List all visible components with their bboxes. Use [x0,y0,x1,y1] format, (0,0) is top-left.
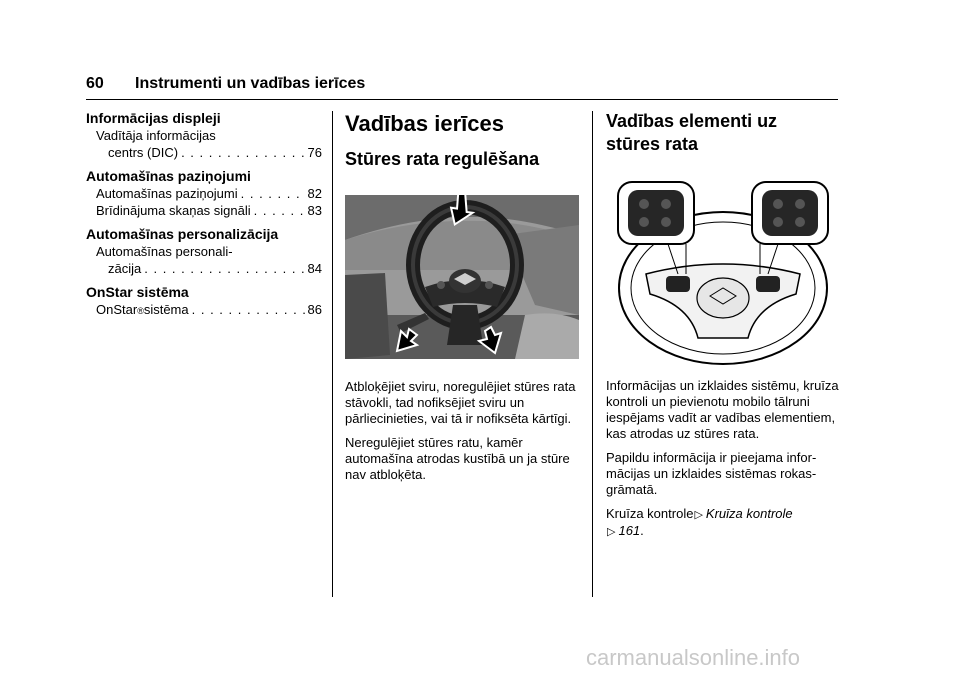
toc-entry-text: Brīdinājuma skaņas signāli [96,203,251,218]
toc-section-title: Informācijas displeji [86,110,221,126]
toc-section-title: OnStar sistēma [86,284,189,300]
toc-entry-vehicle-messages[interactable] [86,185,322,202]
toc-section-vehicle-messages [86,167,322,219]
paragraph: Informācijas un izklaides sistēmu, kruīza kontroli un pievienotu mobilo tālruni iespējams vadīt ar vadības elementiem, kas atrodas uz stūres rata. [606,378,839,441]
steering-wheel-controls-diagram [606,178,840,366]
subsection-heading: Stūres rata regulēšana [345,149,540,169]
paragraph: Atbloķējiet sviru, noregulējiet stūres rata stāvokli, tad nofiksējiet sviru un pārliecinieties, vai tā ir nofiksēta kārtīgi. [345,379,576,426]
column-divider-right [592,111,593,597]
leader-dots [181,144,304,161]
toc-section-title: Automašīnas personalizācija [86,226,279,242]
ref-label: Kruīza kontrole [606,506,694,521]
column-divider-left [332,111,333,597]
toc-section-personalization [86,225,322,277]
section-heading: Vadības ierīces [345,111,504,136]
toc-page-number: 76 [307,145,322,160]
steering-wheel-adjustment-photo [345,195,579,359]
table-of-contents [86,109,322,324]
ref-period: . [640,523,644,538]
cross-reference [606,506,842,523]
toc-page-number: 83 [307,203,322,218]
watermark: carmanualsonline.info [586,645,801,670]
toc-section-title: Automašīnas paziņojumi [86,168,251,184]
page-ref-icon: ▷ [607,526,616,538]
leader-dots [254,202,305,219]
leader-dots [192,301,305,318]
toc-page-number: 84 [307,261,322,276]
right-column [606,110,842,540]
paragraph: Neregulējiet stūres ratu, kamēr automašīna atrodas kustībā un ja stūre nav atbloķēta. [345,435,570,482]
toc-entry-dic[interactable] [86,127,322,161]
middle-column [345,110,580,491]
cross-reference-page [606,523,842,540]
toc-entry-text-suffix: sistēma [143,302,189,317]
toc-entry-text: Vadītāja informācijas [96,128,216,143]
toc-page-number: 86 [307,302,322,317]
toc-section-info-displays [86,109,322,161]
toc-entry-warning-chimes[interactable] [86,202,322,219]
toc-entry-text-cont: zācija [108,261,142,276]
toc-section-onstar [86,283,322,318]
toc-entry-text-cont: centrs (DIC) [108,145,179,160]
section-heading-line1: Vadības elementi uz [606,111,778,131]
page-title: Instrumenti un vadības ierīces [135,75,366,92]
ref-link[interactable]: Kruīza kontrole [705,506,793,521]
toc-entry-text: Automašīnas personali- [96,244,233,259]
toc-page-number: 82 [307,186,322,201]
page-ref-icon: ▷ [694,509,703,521]
section-heading-line2: stūres rata [606,134,699,154]
paragraph: Papildu informācija ir pieejama informācijas un izklaides sistēmas rokasgrāmatā. [606,450,817,497]
leader-dots [241,185,305,202]
toc-entry-text: Automašīnas paziņojumi [96,186,238,201]
page-number: 60 [86,75,104,92]
header-rule [86,99,838,100]
toc-entry-personalization[interactable] [86,243,322,277]
toc-entry-text: OnStar [96,302,138,317]
toc-entry-onstar[interactable]: OnStar ® sistēma . . . 86 [86,301,322,318]
leader-dots [144,260,304,277]
ref-page-number[interactable]: 161 [618,523,641,538]
